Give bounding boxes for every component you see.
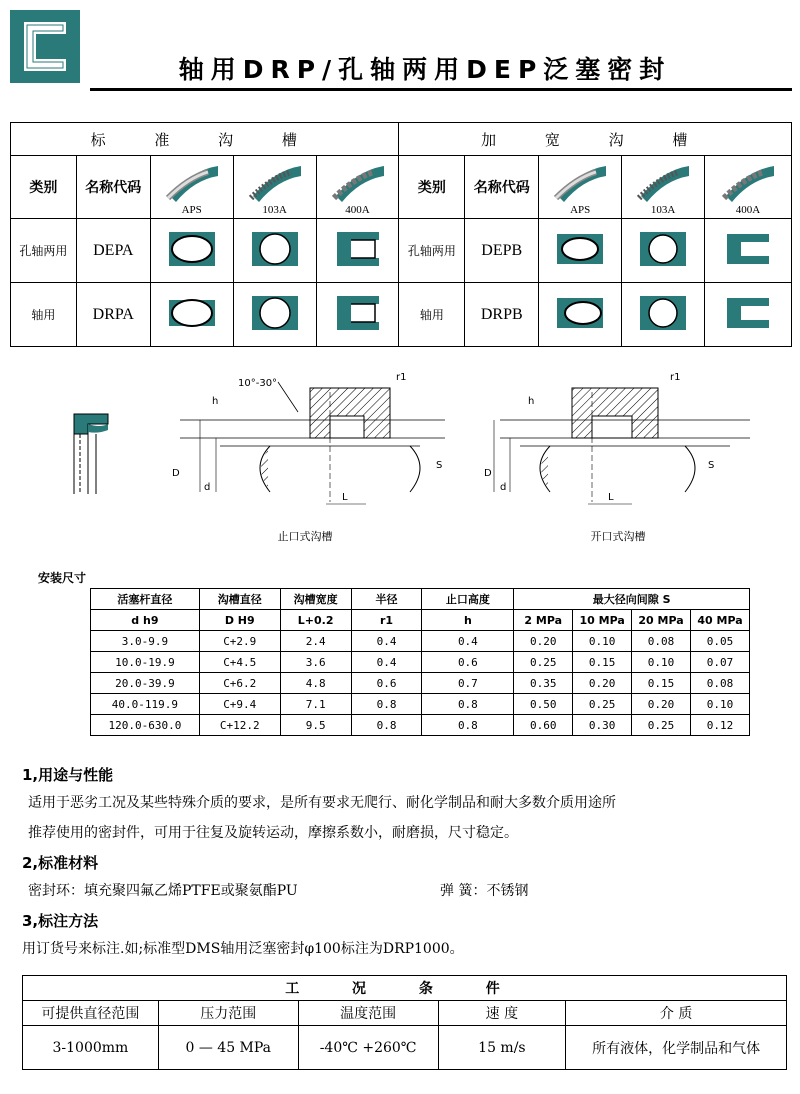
D-label: D bbox=[172, 468, 180, 479]
dims-cell: 0.25 bbox=[573, 694, 632, 715]
col-type-label-wide: 类别 bbox=[399, 156, 465, 219]
conditions-title: 工 况 条 件 bbox=[23, 976, 787, 1001]
dims-cell: 0.20 bbox=[573, 673, 632, 694]
dims-sub-2: L+0.2 bbox=[280, 610, 351, 631]
spring-103a-icon bbox=[633, 162, 693, 204]
seal-profile-icon bbox=[248, 292, 302, 334]
spring-103a-cell-wide bbox=[622, 156, 705, 219]
type-drpb: 轴用 bbox=[399, 283, 465, 347]
code-drpb: DRPB bbox=[465, 283, 539, 347]
dims-cell: 0.12 bbox=[691, 715, 750, 736]
cond-label-speed: 速 度 bbox=[438, 1001, 566, 1026]
section-3-line: 用订货号来标注.如;标准型DMS轴用泛塞密封φ100标注为DRP1000。 bbox=[22, 941, 464, 957]
dims-cell: 0.4 bbox=[422, 631, 514, 652]
dims-cell: 0.15 bbox=[573, 652, 632, 673]
type-depa: 孔轴两用 bbox=[11, 219, 77, 283]
cond-label-diameter: 可提供直径范围 bbox=[23, 1001, 159, 1026]
seal-profile-icon bbox=[721, 292, 775, 334]
spring-103a-label: 103A bbox=[650, 204, 676, 216]
cond-label-temperature: 温度范围 bbox=[298, 1001, 438, 1026]
install-dimensions-title: 安装尺寸 bbox=[38, 571, 87, 585]
spring-400a-label: 400A bbox=[735, 204, 761, 216]
profile-drpb-400a bbox=[705, 283, 792, 347]
seal-profile-icon bbox=[248, 228, 302, 270]
dims-cell: 0.8 bbox=[351, 715, 422, 736]
dims-cell: 0.10 bbox=[691, 694, 750, 715]
dims-sub-3: r1 bbox=[351, 610, 422, 631]
dims-cell: 20.0-39.9 bbox=[91, 673, 200, 694]
seal-profile-icon bbox=[553, 292, 607, 334]
dims-cell: 0.60 bbox=[514, 715, 573, 736]
dims-header-gap: 最大径向间隙 S bbox=[514, 589, 750, 610]
seal-types-table bbox=[10, 122, 792, 347]
title-divider bbox=[90, 88, 792, 91]
angle-label: 10°-30° bbox=[238, 378, 278, 389]
dims-sub-6: 10 MPa bbox=[573, 610, 632, 631]
spring-400a-icon bbox=[718, 162, 778, 204]
profile-drpa-aps bbox=[150, 283, 233, 347]
dims-cell: C+2.9 bbox=[199, 631, 280, 652]
dims-cell: 0.20 bbox=[632, 694, 691, 715]
spring-400a-label: 400A bbox=[345, 204, 370, 216]
page-title: 轴用DRP/孔轴两用DEP泛塞密封 bbox=[178, 55, 672, 84]
seal-profile-icon bbox=[165, 228, 219, 270]
dims-row bbox=[91, 673, 750, 694]
seal-profile-icon bbox=[721, 228, 775, 270]
closed-groove-caption: 止口式沟槽 bbox=[277, 530, 333, 543]
open-groove-diagram bbox=[480, 372, 760, 522]
col-code-label: 名称代码 bbox=[76, 156, 150, 219]
standard-groove-header: 标 准 沟 槽 bbox=[11, 123, 399, 156]
spring-aps-cell-wide bbox=[539, 156, 622, 219]
spring-aps-cell bbox=[150, 156, 233, 219]
dims-cell: 0.07 bbox=[691, 652, 750, 673]
dims-cell: 0.8 bbox=[351, 694, 422, 715]
dims-sub-1: D H9 bbox=[199, 610, 280, 631]
profile-depb-aps bbox=[539, 219, 622, 283]
dims-cell: 120.0-630.0 bbox=[91, 715, 200, 736]
dims-cell: 0.25 bbox=[514, 652, 573, 673]
profile-drpb-103a bbox=[622, 283, 705, 347]
S-label: S bbox=[436, 460, 443, 471]
profile-depa-400a bbox=[316, 219, 399, 283]
working-conditions-table bbox=[22, 975, 787, 1070]
profile-drpa-400a bbox=[316, 283, 399, 347]
install-dimensions-table bbox=[90, 588, 750, 736]
wide-groove-header: 加 宽 沟 槽 bbox=[399, 123, 792, 156]
col-type-label: 类别 bbox=[11, 156, 77, 219]
code-drpa: DRPA bbox=[76, 283, 150, 347]
cond-value-temperature: -40℃ +260℃ bbox=[298, 1026, 438, 1070]
seal-profile-icon bbox=[636, 228, 690, 270]
seal-profile-icon bbox=[553, 228, 607, 270]
profile-depa-103a bbox=[233, 219, 316, 283]
dims-cell: 0.15 bbox=[632, 673, 691, 694]
section-1-title: 1,用途与性能 bbox=[22, 766, 114, 784]
code-depb: DEPB bbox=[465, 219, 539, 283]
seal-profile-icon bbox=[636, 292, 690, 334]
dims-cell: 7.1 bbox=[280, 694, 351, 715]
h-label-open: h bbox=[528, 396, 535, 407]
h-label: h bbox=[212, 396, 219, 407]
dims-cell: 2.4 bbox=[280, 631, 351, 652]
section-3-title: 3,标注方法 bbox=[22, 912, 99, 930]
company-logo bbox=[10, 10, 80, 83]
spring-aps-icon bbox=[550, 162, 610, 204]
dims-cell: 40.0-119.9 bbox=[91, 694, 200, 715]
dims-cell: 10.0-19.9 bbox=[91, 652, 200, 673]
spring-400a-icon bbox=[328, 162, 388, 204]
type-drpa: 轴用 bbox=[11, 283, 77, 347]
spring-103a-cell bbox=[233, 156, 316, 219]
section-1-line-2: 推荐使用的密封件，可用于往复及旋转运动，摩擦系数小，耐磨损，尺寸稳定。 bbox=[28, 825, 518, 841]
profile-depb-400a bbox=[705, 219, 792, 283]
spring-aps-label: APS bbox=[570, 204, 591, 216]
r1-label-open: r1 bbox=[670, 372, 681, 383]
dims-header-lip-height: 止口高度 bbox=[422, 589, 514, 610]
cond-label-medium: 介 质 bbox=[566, 1001, 787, 1026]
dims-sub-7: 20 MPa bbox=[632, 610, 691, 631]
dims-cell: 0.20 bbox=[514, 631, 573, 652]
spring-400a-cell bbox=[316, 156, 399, 219]
section-2-title: 2,标准材料 bbox=[22, 854, 99, 872]
seal-cross-section-drawing bbox=[66, 410, 116, 494]
dims-cell: C+9.4 bbox=[199, 694, 280, 715]
dims-row bbox=[91, 631, 750, 652]
dims-cell: 3.0-9.9 bbox=[91, 631, 200, 652]
section-2-material: 密封环：填充聚四氟乙烯PTFE或聚氨酯PU bbox=[28, 883, 298, 899]
dims-row bbox=[91, 694, 750, 715]
seal-profile-icon bbox=[331, 292, 385, 334]
profile-depa-aps bbox=[150, 219, 233, 283]
dims-cell: 3.6 bbox=[280, 652, 351, 673]
open-groove-caption: 开口式沟槽 bbox=[590, 530, 646, 543]
dims-header-rod: 活塞杆直径 bbox=[91, 589, 200, 610]
dims-cell: 0.08 bbox=[691, 673, 750, 694]
dims-cell: 0.8 bbox=[422, 715, 514, 736]
spring-103a-label: 103A bbox=[262, 204, 287, 216]
dims-cell: 4.8 bbox=[280, 673, 351, 694]
dims-header-radius: 半径 bbox=[351, 589, 422, 610]
col-code-label-wide: 名称代码 bbox=[465, 156, 539, 219]
dims-cell: 9.5 bbox=[280, 715, 351, 736]
L-label: L bbox=[342, 492, 348, 503]
dims-cell: 0.35 bbox=[514, 673, 573, 694]
dims-sub-4: h bbox=[422, 610, 514, 631]
cond-value-medium: 所有液体，化学制品和气体 bbox=[566, 1026, 787, 1070]
section-2-spring: 弹 簧：不锈钢 bbox=[440, 883, 529, 899]
dims-cell: C+4.5 bbox=[199, 652, 280, 673]
dims-sub-8: 40 MPa bbox=[691, 610, 750, 631]
seal-profile-icon bbox=[331, 228, 385, 270]
type-depb: 孔轴两用 bbox=[399, 219, 465, 283]
dims-cell: 0.10 bbox=[573, 631, 632, 652]
dims-cell: 0.4 bbox=[351, 652, 422, 673]
L-label-open: L bbox=[608, 492, 614, 503]
section-1-line-1: 适用于恶劣工况及某些特殊介质的要求，是所有要求无爬行、耐化学制品和耐大多数介质用途所 bbox=[28, 795, 616, 811]
cond-label-pressure: 压力范围 bbox=[158, 1001, 298, 1026]
d-label-open: d bbox=[500, 482, 507, 493]
dims-cell: 0.6 bbox=[422, 652, 514, 673]
dims-cell: 0.50 bbox=[514, 694, 573, 715]
dims-cell: 0.8 bbox=[422, 694, 514, 715]
dims-cell: 0.7 bbox=[422, 673, 514, 694]
dims-cell: 0.6 bbox=[351, 673, 422, 694]
dims-cell: C+6.2 bbox=[199, 673, 280, 694]
D-label-open: D bbox=[484, 468, 492, 479]
cond-value-pressure: 0 — 45 MPa bbox=[158, 1026, 298, 1070]
spring-400a-cell-wide bbox=[705, 156, 792, 219]
spring-aps-icon bbox=[162, 162, 222, 204]
dims-cell: 0.25 bbox=[632, 715, 691, 736]
dims-cell: C+12.2 bbox=[199, 715, 280, 736]
cond-value-diameter: 3-1000mm bbox=[23, 1026, 159, 1070]
dims-row bbox=[91, 652, 750, 673]
profile-drpb-aps bbox=[539, 283, 622, 347]
dims-cell: 0.30 bbox=[573, 715, 632, 736]
d-label: d bbox=[204, 482, 211, 493]
profile-depb-103a bbox=[622, 219, 705, 283]
S-label-open: S bbox=[708, 460, 715, 471]
dims-sub-0: d h9 bbox=[91, 610, 200, 631]
dims-cell: 0.05 bbox=[691, 631, 750, 652]
dims-cell: 0.08 bbox=[632, 631, 691, 652]
spring-103a-icon bbox=[245, 162, 305, 204]
cond-value-speed: 15 m/s bbox=[438, 1026, 566, 1070]
dims-header-groove-width: 沟槽宽度 bbox=[280, 589, 351, 610]
dims-header-groove-dia: 沟槽直径 bbox=[199, 589, 280, 610]
seal-profile-icon bbox=[165, 292, 219, 334]
dims-cell: 0.10 bbox=[632, 652, 691, 673]
spring-aps-label: APS bbox=[181, 204, 202, 216]
closed-groove-diagram bbox=[160, 372, 450, 522]
profile-drpa-103a bbox=[233, 283, 316, 347]
dims-sub-5: 2 MPa bbox=[514, 610, 573, 631]
r1-label: r1 bbox=[396, 372, 407, 383]
dims-cell: 0.4 bbox=[351, 631, 422, 652]
code-depa: DEPA bbox=[76, 219, 150, 283]
dims-row bbox=[91, 715, 750, 736]
